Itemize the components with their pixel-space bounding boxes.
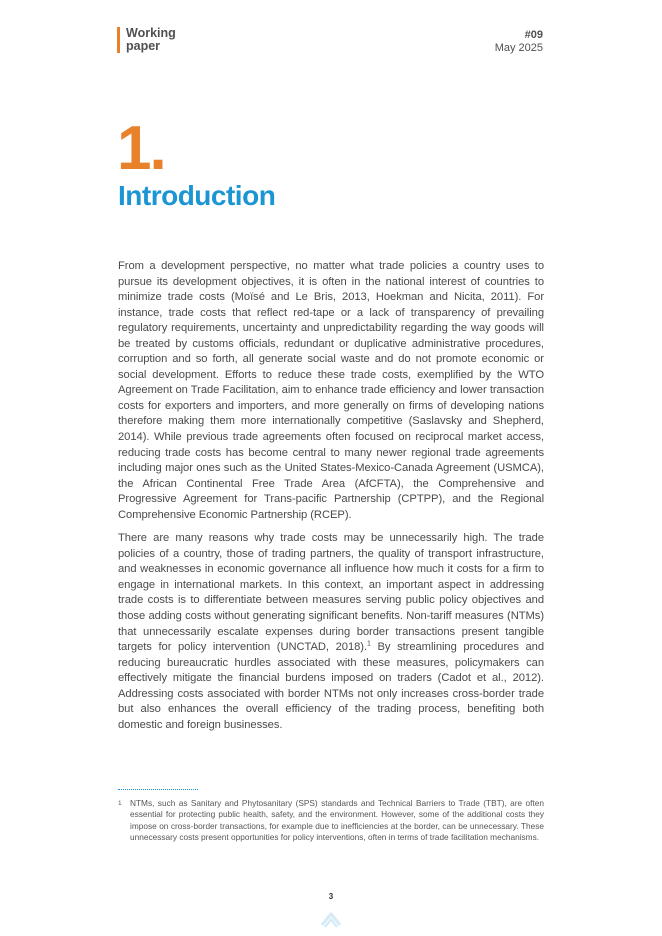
footnote [118,798,544,843]
series-label-line2: paper [126,39,161,53]
series-label-line1: Working [126,26,176,40]
page-number: 3 [328,892,334,901]
paper-meta [495,29,543,55]
paragraph-2 [118,531,544,733]
footnote-text: NTMs, such as Sanitary and Phytosanitary (SPS) standards and Technical Barriers to Trade (TBT), are often essential for protecting public health, safety, and the environment. However, some of the additional costs they impose on cross-border transactions, for example due to inefficiencies at the border, can be unnecessary. These unnecessary costs present opportunities for policy interventions, often in terms of trade facilitation mechanisms. [130,798,544,842]
chapter-number: 1. [117,114,165,183]
paragraph-1: From a development perspective, no matter what trade policies a country uses to pursue its development objectives, it is often in the national interest of countries to minimize trade costs (Moïsé and Le Bris, 2013, Hoekman and Nicita, 2011). For instance, trade costs that reflect red-tape or a lack of transparency of prevailing regulatory requirements, uncertainty and unpredictability regarding the way goods will be treated by customs officials, redundant or duplicative administrative procedures, corruption and so forth, all generate social waste and do not promote economic or social development. Efforts to reduce these trade costs, exemplified by the WTO Agreement on Trade Facilitation, aim to enhance trade efficiency and lower transaction costs for exporters and importers, and more generally on firms of developing nations therefore making them more internationally competitive (Saslavsky and Shepherd, 2014). While previous trade agreements often focused on reciprocal market access, reducing trade costs has become central to many newer regional trade agreements including major ones such as the United States-Mexico-Canada Agreement (USMCA), the African Continental Free Trade Area (AfCFTA), the Comprehensive and Progressive Agreement for Trans-pacific Partnership (CPTPP), and the Regional Comprehensive Economic Partnership (RCEP). [118,260,544,521]
footnote-ref[interactable]: 1 [367,640,371,648]
paragraph-2-part1: There are many reasons why trade costs may be unnecessarily high. The trade policies of a country, those of trading partners, the quality of transport infrastructure, and weaknesses in economic governance all influence how much it costs for a firm to engage in international markets. In this context, an important aspect in addressing trade costs is to differentiate between measures serving public policy objectives and those adding costs without generating significant benefits. Non-tariff measures (NTMs) that unnecessarily escalate expenses during border transactions present tangible targets for policy intervention (UNCTAD, 2018). [118,532,544,654]
paragraph-2-part2: By streamlining procedures and reducing bureaucratic hurdles associated with these measures, policymakers can effectively mitigate the financial burdens imposed on traders (Cadot et al., 2012). Addressing costs associated with border NTMs not only increases cross-border trade but also enhances the overall efficiency of the trading process, benefiting both domestic and foreign businesses. [118,641,544,731]
working-paper-label [117,27,176,53]
body-text [118,259,544,741]
paper-number: #09 [524,29,543,41]
chapter-title: Introduction [118,180,276,211]
footnote-mark: 1 [118,800,122,807]
up-arrow-icon[interactable] [320,908,342,928]
paper-date: May 2025 [494,42,543,54]
footnote-divider [118,789,198,790]
